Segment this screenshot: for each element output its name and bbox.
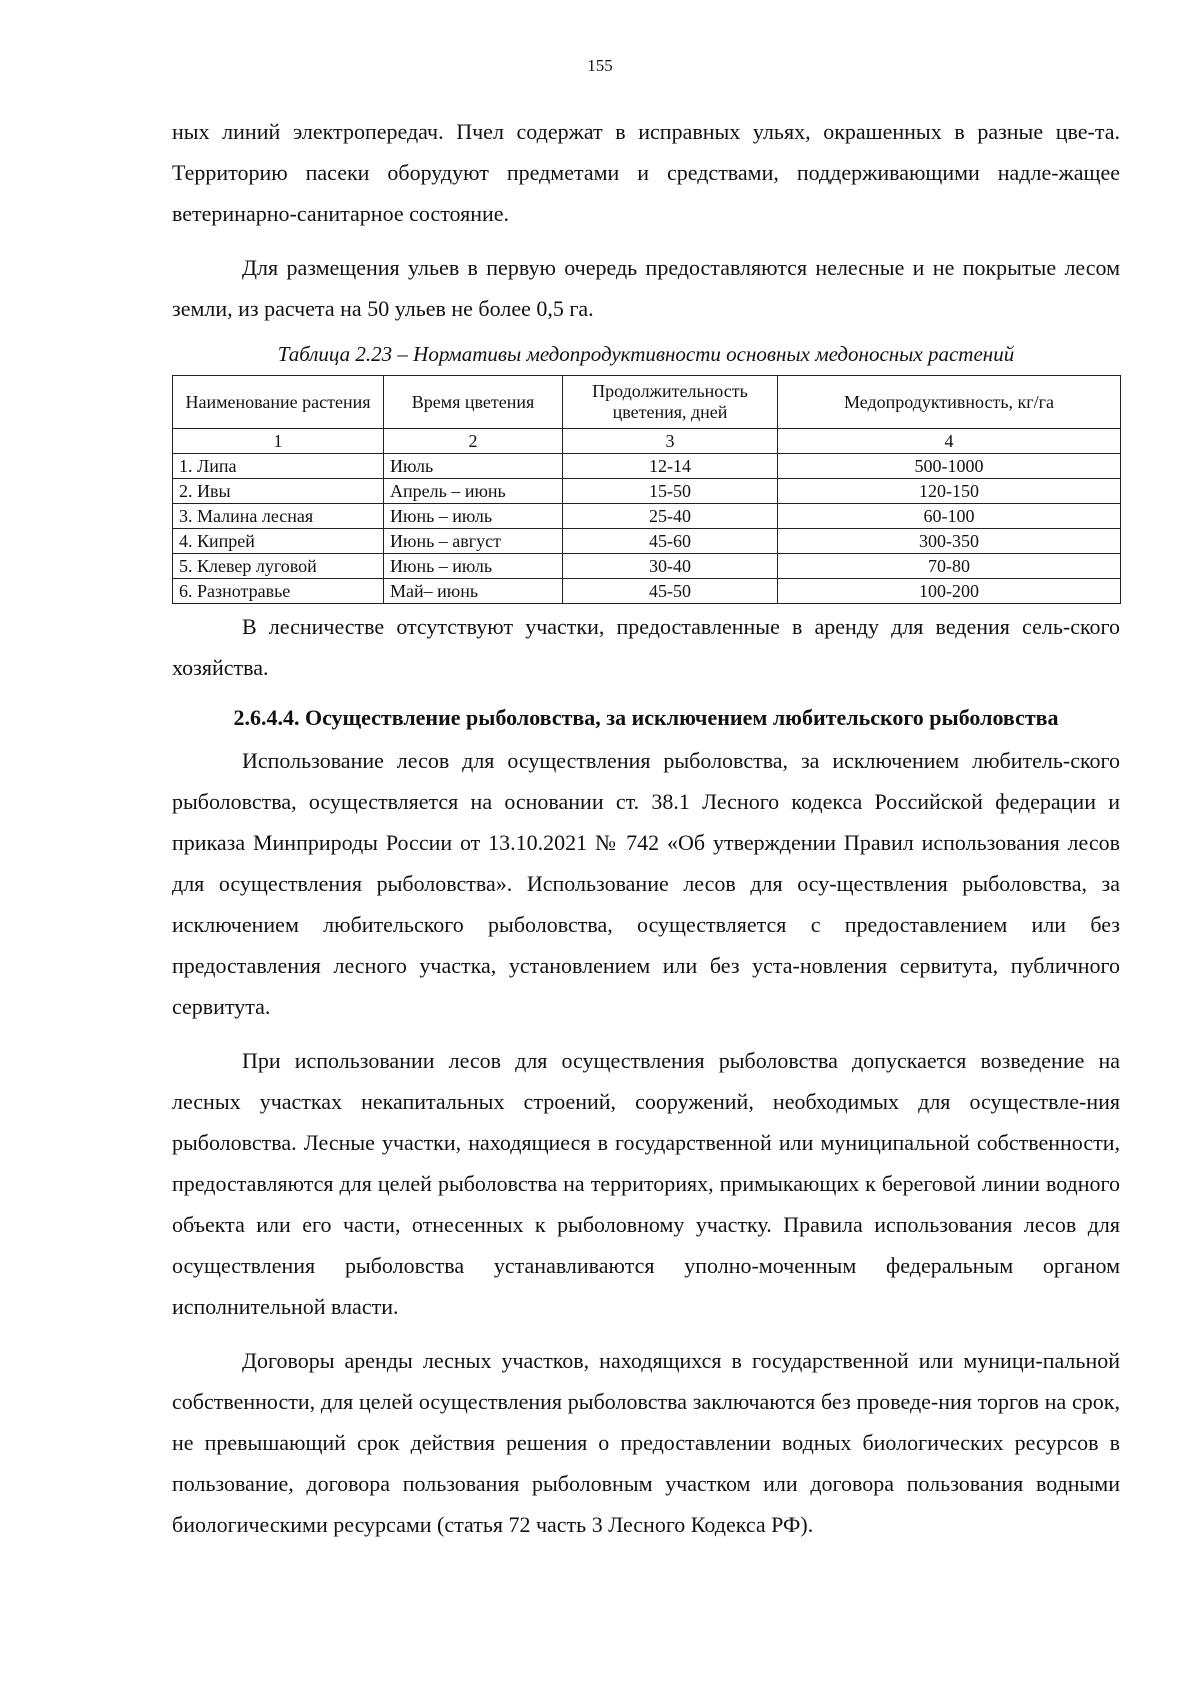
plant-name-cell: 1. Липа <box>173 454 384 479</box>
table-row <box>173 504 1121 529</box>
table-row <box>173 579 1121 604</box>
bloom-duration-cell: 15-50 <box>563 479 778 504</box>
bloom-duration-cell: 25-40 <box>563 504 778 529</box>
honey-productivity-cell: 70-80 <box>778 554 1121 579</box>
table-row <box>173 529 1121 554</box>
bloom-duration-cell: 45-50 <box>563 579 778 604</box>
page-content <box>172 111 1120 1545</box>
column-header: Продолжительность цветения, дней <box>563 376 778 429</box>
paragraph-hives-placement: Для размещения ульев в первую очередь предоставляются нелесные и не покрытые лесом земли, из расчета на 50 ульев не более 0,5 га. <box>172 255 1120 321</box>
honey-productivity-cell: 100-200 <box>778 579 1121 604</box>
paragraph-lease-agreements: Договоры аренды лесных участков, находящихся в государственной или муници-пальной собственности, для целей осуществления рыболовства заключаются без проведе-ния торгов на срок, не превышающий срок действия решения о предоставлении водных биологических ресурсов в пользование, договора пользования рыболовным участком или договора пользования водными биологическими ресурсами (статья 72 часть 3 Лесного Кодекса РФ). <box>172 1348 1120 1537</box>
column-number-row <box>173 429 1121 454</box>
column-number: 4 <box>778 429 1121 454</box>
honey-productivity-cell: 500-1000 <box>778 454 1121 479</box>
table-header-row <box>173 376 1121 429</box>
bloom-duration-cell: 12-14 <box>563 454 778 479</box>
column-header: Время цветения <box>384 376 563 429</box>
honey-productivity-cell: 60-100 <box>778 504 1121 529</box>
honey-productivity-table <box>172 375 1121 604</box>
table-row <box>173 554 1121 579</box>
plant-name-cell: 5. Клевер луговой <box>173 554 384 579</box>
bloom-time-cell: Июнь – июль <box>384 504 563 529</box>
column-number: 3 <box>563 429 778 454</box>
bloom-time-cell: Июль <box>384 454 563 479</box>
plant-name-cell: 3. Малина лесная <box>173 504 384 529</box>
section-heading: 2.6.4.4. Осуществление рыболовства, за исключением любительского рыболовства <box>233 705 1059 730</box>
column-header: Наименование растения <box>173 376 384 429</box>
plant-name-cell: 2. Ивы <box>173 479 384 504</box>
plant-name-cell: 4. Кипрей <box>173 529 384 554</box>
column-number: 1 <box>173 429 384 454</box>
bloom-duration-cell: 30-40 <box>563 554 778 579</box>
table-row <box>173 454 1121 479</box>
honey-productivity-cell: 120-150 <box>778 479 1121 504</box>
paragraph-fishing-structures: При использовании лесов для осуществления рыболовства допускается возведение на лесных участках некапитальных строений, сооружений, необходимых для осуществле-ния рыболовства. Лесные участки, находящиеся в государственной или муниципальной собственности, предоставляются для целей рыболовства на территориях, примыкающих к береговой линии водного объекта или его части, отнесенных к рыболовному участку. Правила использования лесов для осуществления рыболовства устанавливаются уполно-моченным федеральным органом исполнительной власти. <box>172 1048 1120 1319</box>
table-caption: Таблица 2.23 – Нормативы медопродуктивности основных медоносных растений <box>277 342 1015 366</box>
bloom-time-cell: Июнь – август <box>384 529 563 554</box>
bloom-time-cell: Май– июнь <box>384 579 563 604</box>
column-header: Медопродуктивность, кг/га <box>778 376 1121 429</box>
bloom-time-cell: Июнь – июль <box>384 554 563 579</box>
paragraph-no-leases: В лесничестве отсутствуют участки, предоставленные в аренду для ведения сель-ского хозяйства. <box>172 614 1120 680</box>
page-number: 155 <box>587 56 613 75</box>
column-number: 2 <box>384 429 563 454</box>
bloom-duration-cell: 45-60 <box>563 529 778 554</box>
table-row <box>173 479 1121 504</box>
bloom-time-cell: Апрель – июнь <box>384 479 563 504</box>
honey-productivity-cell: 300-350 <box>778 529 1121 554</box>
plant-name-cell: 6. Разнотравье <box>173 579 384 604</box>
paragraph-fishing-basis: Использование лесов для осуществления рыболовства, за исключением любитель-ского рыболовства, осуществляется на основании ст. 38.1 Лесного кодекса Российской федерации и приказа Минприроды России от 13.10.2021 № 742 «Об утверждении Правил использования лесов для осуществления рыболовства». Использование лесов для осу-ществления рыболовства, за исключением любительского рыболовства, осуществляется с предоставлением или без предоставления лесного участка, установлением или без уста-новления сервитута, публичного сервитута. <box>172 748 1120 1019</box>
paragraph-continued: ных линий электропередач. Пчел содержат в исправных ульях, окрашенных в разные цве-та. Территорию пасеки оборудуют предметами и средствами, поддерживающими надле-жащее ветеринарно-санитарное состояние. <box>172 119 1120 226</box>
